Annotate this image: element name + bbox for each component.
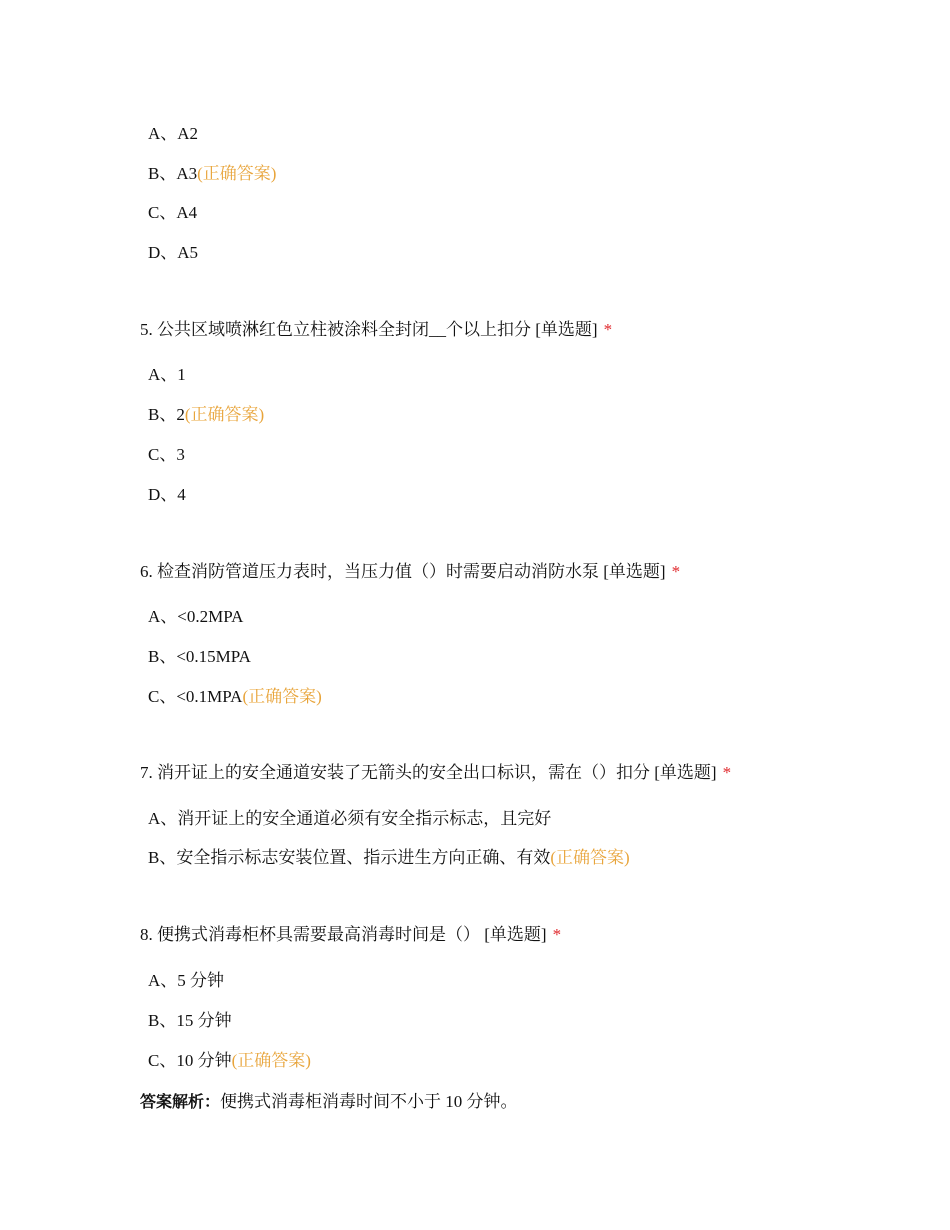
q8-option-b	[148, 1011, 232, 1031]
q8-title	[140, 924, 561, 946]
option-text: B、15 分钟	[148, 1011, 232, 1030]
q5-option-a	[148, 365, 186, 385]
option-text: A、5 分钟	[148, 971, 225, 990]
q5-option-d	[148, 485, 186, 505]
correct-answer-tag: (正确答案)	[231, 1051, 311, 1070]
option-text: D、4	[148, 485, 186, 504]
question-text: 7. 消开证上的安全通道安装了无箭头的安全出口标识，需在（）扣分 [单选题]	[140, 763, 717, 782]
option-text: B、安全指示标志安装位置、指示进生方向正确、有效	[148, 848, 551, 867]
answer-analysis	[140, 1091, 518, 1113]
correct-answer-tag: (正确答案)	[550, 848, 630, 867]
question-text: 5. 公共区域喷淋红色立柱被涂料全封闭__个以上扣分 [单选题]	[140, 320, 598, 339]
q6-title	[140, 561, 680, 583]
q4-option-c	[148, 203, 197, 223]
option-text: A、1	[148, 365, 186, 384]
correct-answer-tag: (正确答案)	[184, 405, 265, 424]
option-text: A、<0.2MPA	[148, 607, 244, 626]
option-text: C、10 分钟	[148, 1051, 232, 1070]
option-text: A、A2	[148, 124, 199, 143]
q5-option-b	[148, 405, 264, 425]
option-text: C、A4	[148, 203, 198, 222]
correct-answer-tag: (正确答案)	[197, 164, 277, 183]
q7-title	[140, 762, 731, 784]
q5-option-c	[148, 445, 185, 465]
q5-title	[140, 319, 612, 341]
option-text: B、<0.15MPA	[148, 647, 251, 666]
q4-option-a	[148, 124, 198, 144]
analysis-text: 便携式消毒柜消毒时间不小于 10 分钟。	[220, 1092, 518, 1111]
question-text: 8. 便携式消毒柜杯具需要最高消毒时间是（） [单选题]	[140, 925, 547, 944]
q6-option-c	[148, 687, 322, 707]
q6-option-a	[148, 607, 243, 627]
required-mark: *	[671, 562, 681, 581]
option-text: A、消开证上的安全通道必须有安全指示标志，且完好	[148, 809, 552, 828]
q4-option-d	[148, 243, 198, 263]
q6-option-b	[148, 647, 251, 667]
option-text: D、A5	[148, 243, 199, 262]
option-text: B、2	[148, 405, 185, 424]
correct-answer-tag: (正确答案)	[242, 687, 322, 706]
q8-option-a	[148, 971, 224, 991]
q8-option-c	[148, 1051, 311, 1071]
required-mark: *	[722, 763, 732, 782]
question-text: 6. 检查消防管道压力表时，当压力值（）时需要启动消防水泵 [单选题]	[140, 562, 666, 581]
option-text: C、<0.1MPA	[148, 687, 243, 706]
required-mark: *	[603, 320, 613, 339]
analysis-label: 答案解析：	[140, 1092, 221, 1111]
q7-option-a	[148, 809, 551, 829]
option-text: C、3	[148, 445, 185, 464]
required-mark: *	[552, 925, 562, 944]
q4-option-b	[148, 164, 276, 184]
q7-option-b	[148, 848, 630, 868]
option-text: B、A3	[148, 164, 198, 183]
